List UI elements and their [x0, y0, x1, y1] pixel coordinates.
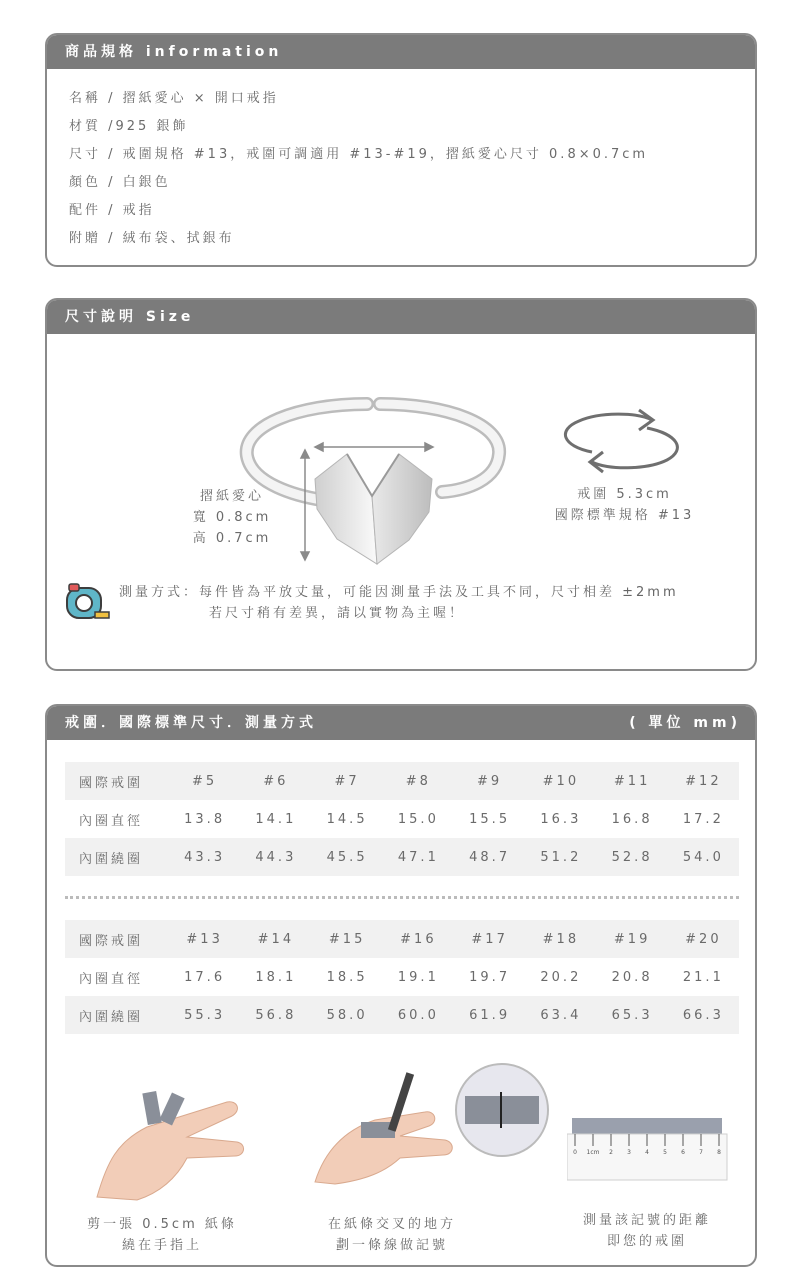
- step3-ruler-image: [567, 1116, 732, 1186]
- table-row: 內圍繞圈 43.3 44.3 45.5 47.1 48.7 51.2 52.8 54.0: [65, 838, 739, 876]
- size-table-2: [65, 920, 739, 1034]
- spec-line-size: 尺寸 / 戒圍規格 #13，戒圍可調適用 #13-#19，摺紙愛心尺寸 0.8×0.7cm: [69, 147, 649, 162]
- step1-caption: 剪一張 0.5cm 紙條 繞在手指上: [87, 1217, 237, 1253]
- size-table-1: [65, 762, 739, 876]
- table-row: 國際戒圍 #13 #14 #15 #16 #17 #18 #19 #20: [65, 920, 739, 958]
- ruler-tick: 2: [609, 1149, 613, 1156]
- ruler-tick: 7: [699, 1149, 703, 1156]
- size-panel: [45, 298, 757, 671]
- measure-text: 測量方式：每件皆為平放丈量，可能因測量手法及工具不同，尺寸相差 ±2mm 若尺寸稍有差異，請以實物為主喔！: [119, 585, 679, 621]
- measure-note: [63, 580, 743, 624]
- ruler-tick: 8: [717, 1149, 721, 1156]
- unit-label: ( 單位 mm): [629, 715, 741, 731]
- ruler-tick: 5: [663, 1149, 667, 1156]
- ruler-tick: 0: [573, 1149, 577, 1156]
- origami-heart: [315, 454, 432, 564]
- spec-line-color: 顏色 / 白銀色: [69, 175, 171, 190]
- width-arrow: [315, 443, 433, 451]
- step1-hand-strip-image: [77, 1082, 247, 1207]
- ruler-tick: 4: [645, 1149, 649, 1156]
- table-row: 內圈直徑 13.8 14.1 14.5 15.0 15.5 16.3 16.8 17.2: [79, 811, 724, 829]
- height-arrow: [301, 450, 309, 560]
- spec-panel: [45, 33, 757, 267]
- spec-line-gift: 附贈 / 絨布袋、拭銀布: [69, 231, 235, 246]
- table-row: 內圍繞圈 55.3 56.8 58.0 60.0 61.9 63.4 65.3 66.3: [65, 996, 739, 1034]
- step3-caption: 測量該記號的距離 即您的戒圍: [582, 1213, 711, 1249]
- spec-line-material: 材質 /925 銀飾: [69, 119, 189, 134]
- spec-heading: 商品規格 information: [47, 35, 755, 69]
- size-heading: 尺寸說明 Size: [47, 300, 755, 334]
- table-row: 國際戒圍 #5 #6 #7 #8 #9 #10 #11 #12: [65, 762, 739, 800]
- step2-caption: 在紙條交叉的地方 劃一條線做記號: [327, 1217, 456, 1253]
- dotted-divider: [65, 896, 739, 909]
- tape-measure-icon: [63, 580, 113, 624]
- ruler-tick: 6: [681, 1149, 685, 1156]
- ruler-tick: 3: [627, 1149, 631, 1156]
- size-table-panel: [45, 704, 757, 1267]
- measure-steps: [47, 1082, 755, 1267]
- table-heading: 戒圍．國際標準尺寸．測量方式 ( 單位 mm): [47, 706, 755, 740]
- ring-size-label: 戒圍 5.3cm 國際標準規格 #13: [554, 487, 695, 523]
- step2-mark-image: [305, 1060, 550, 1185]
- spec-line-accessory: 配件 / 戒指: [69, 203, 155, 218]
- ruler-tick: 1cm: [586, 1149, 600, 1156]
- table-row: 內圈直徑 17.6 18.1 18.5 19.1 19.7 20.2 20.8 21.1: [79, 969, 724, 987]
- spec-list: [47, 69, 755, 253]
- heart-dimension-label: 摺紙愛心 寬 0.8cm 高 0.7cm: [192, 489, 272, 546]
- spec-line-name: 名稱 / 摺紙愛心 × 開口戒指: [69, 91, 279, 106]
- circumference-arrows-icon: [565, 410, 677, 472]
